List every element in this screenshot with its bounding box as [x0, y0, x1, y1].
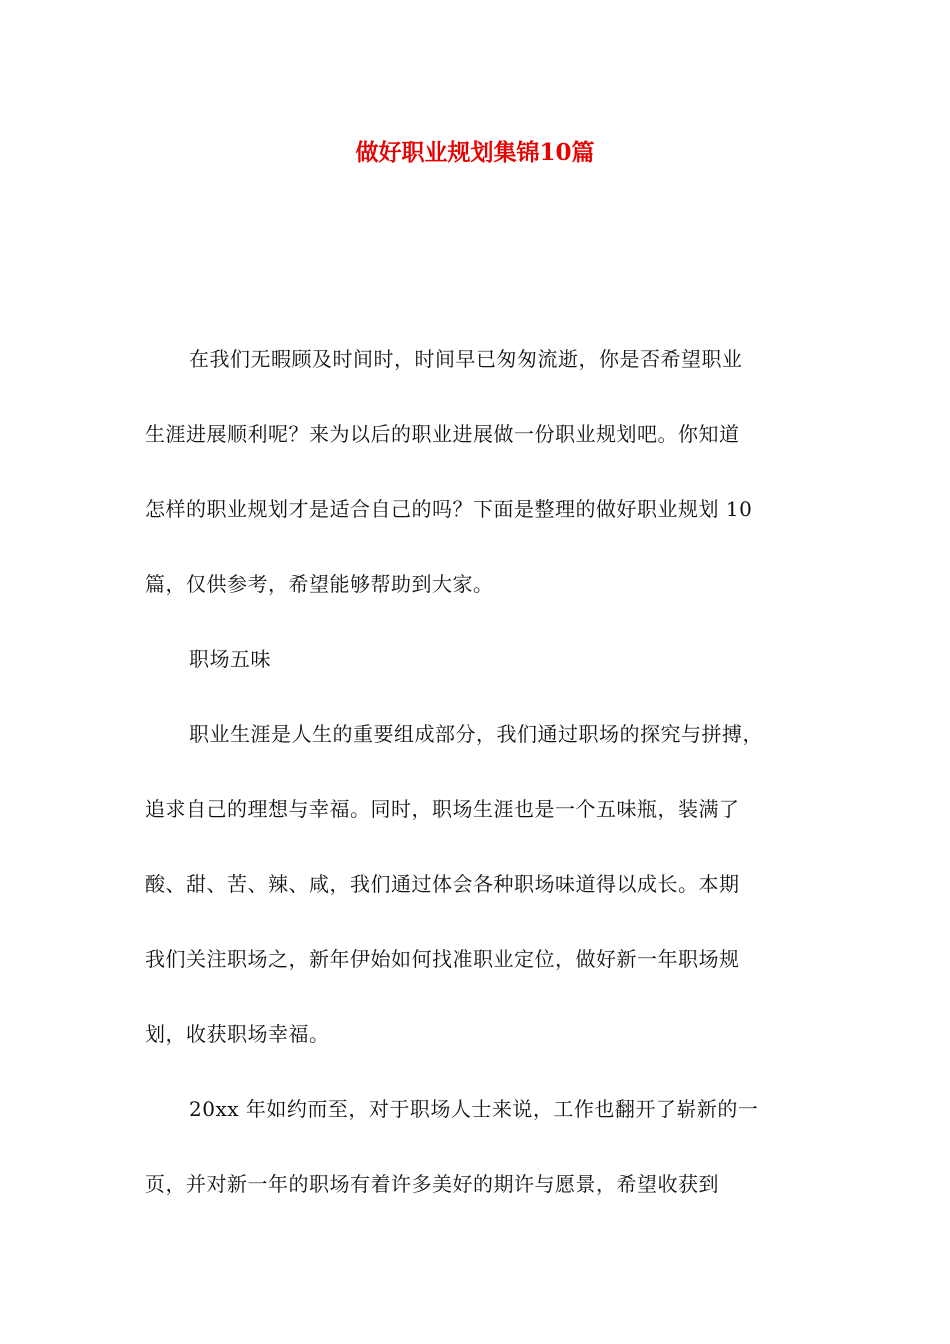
section-heading	[145, 622, 809, 697]
text-line: 职业生涯是人生的重要组成部分，我们通过职场的探究与拼搏，	[189, 722, 763, 746]
text-line: 20xx 年如约而至，对于职场人士来说，工作也翻开了崭新的一	[189, 1097, 759, 1121]
text-line: 篇，仅供参考，希望能够帮助到大家。	[145, 572, 494, 596]
text-line: 生涯进展顺利呢？来为以后的职业进展做一份职业规划吧。你知道	[145, 422, 740, 446]
text-line: 划，收获职场幸福。	[145, 1022, 330, 1046]
paragraph-intro	[145, 322, 809, 622]
text-line: 职场五味	[189, 647, 271, 671]
text-line: 怎样的职业规划才是适合自己的吗？下面是整理的做好职业规划 10	[145, 497, 753, 521]
paragraph-body	[145, 697, 809, 1072]
document-title: 做好职业规划集锦10篇	[355, 139, 595, 166]
text-line: 追求自己的理想与幸福。同时，职场生涯也是一个五味瓶，装满了	[145, 797, 740, 821]
document-body	[145, 322, 809, 1222]
text-line: 页，并对新一年的职场有着许多美好的期许与愿景，希望收获到	[145, 1172, 719, 1196]
paragraph-body	[145, 1072, 809, 1222]
text-line: 我们关注职场之，新年伊始如何找准职业定位，做好新一年职场规	[145, 947, 740, 971]
text-line: 酸、甜、苦、辣、咸，我们通过体会各种职场味道得以成长。本期	[145, 872, 740, 896]
text-line: 在我们无暇顾及时间时，时间早已匆匆流逝，你是否希望职业	[189, 347, 743, 371]
